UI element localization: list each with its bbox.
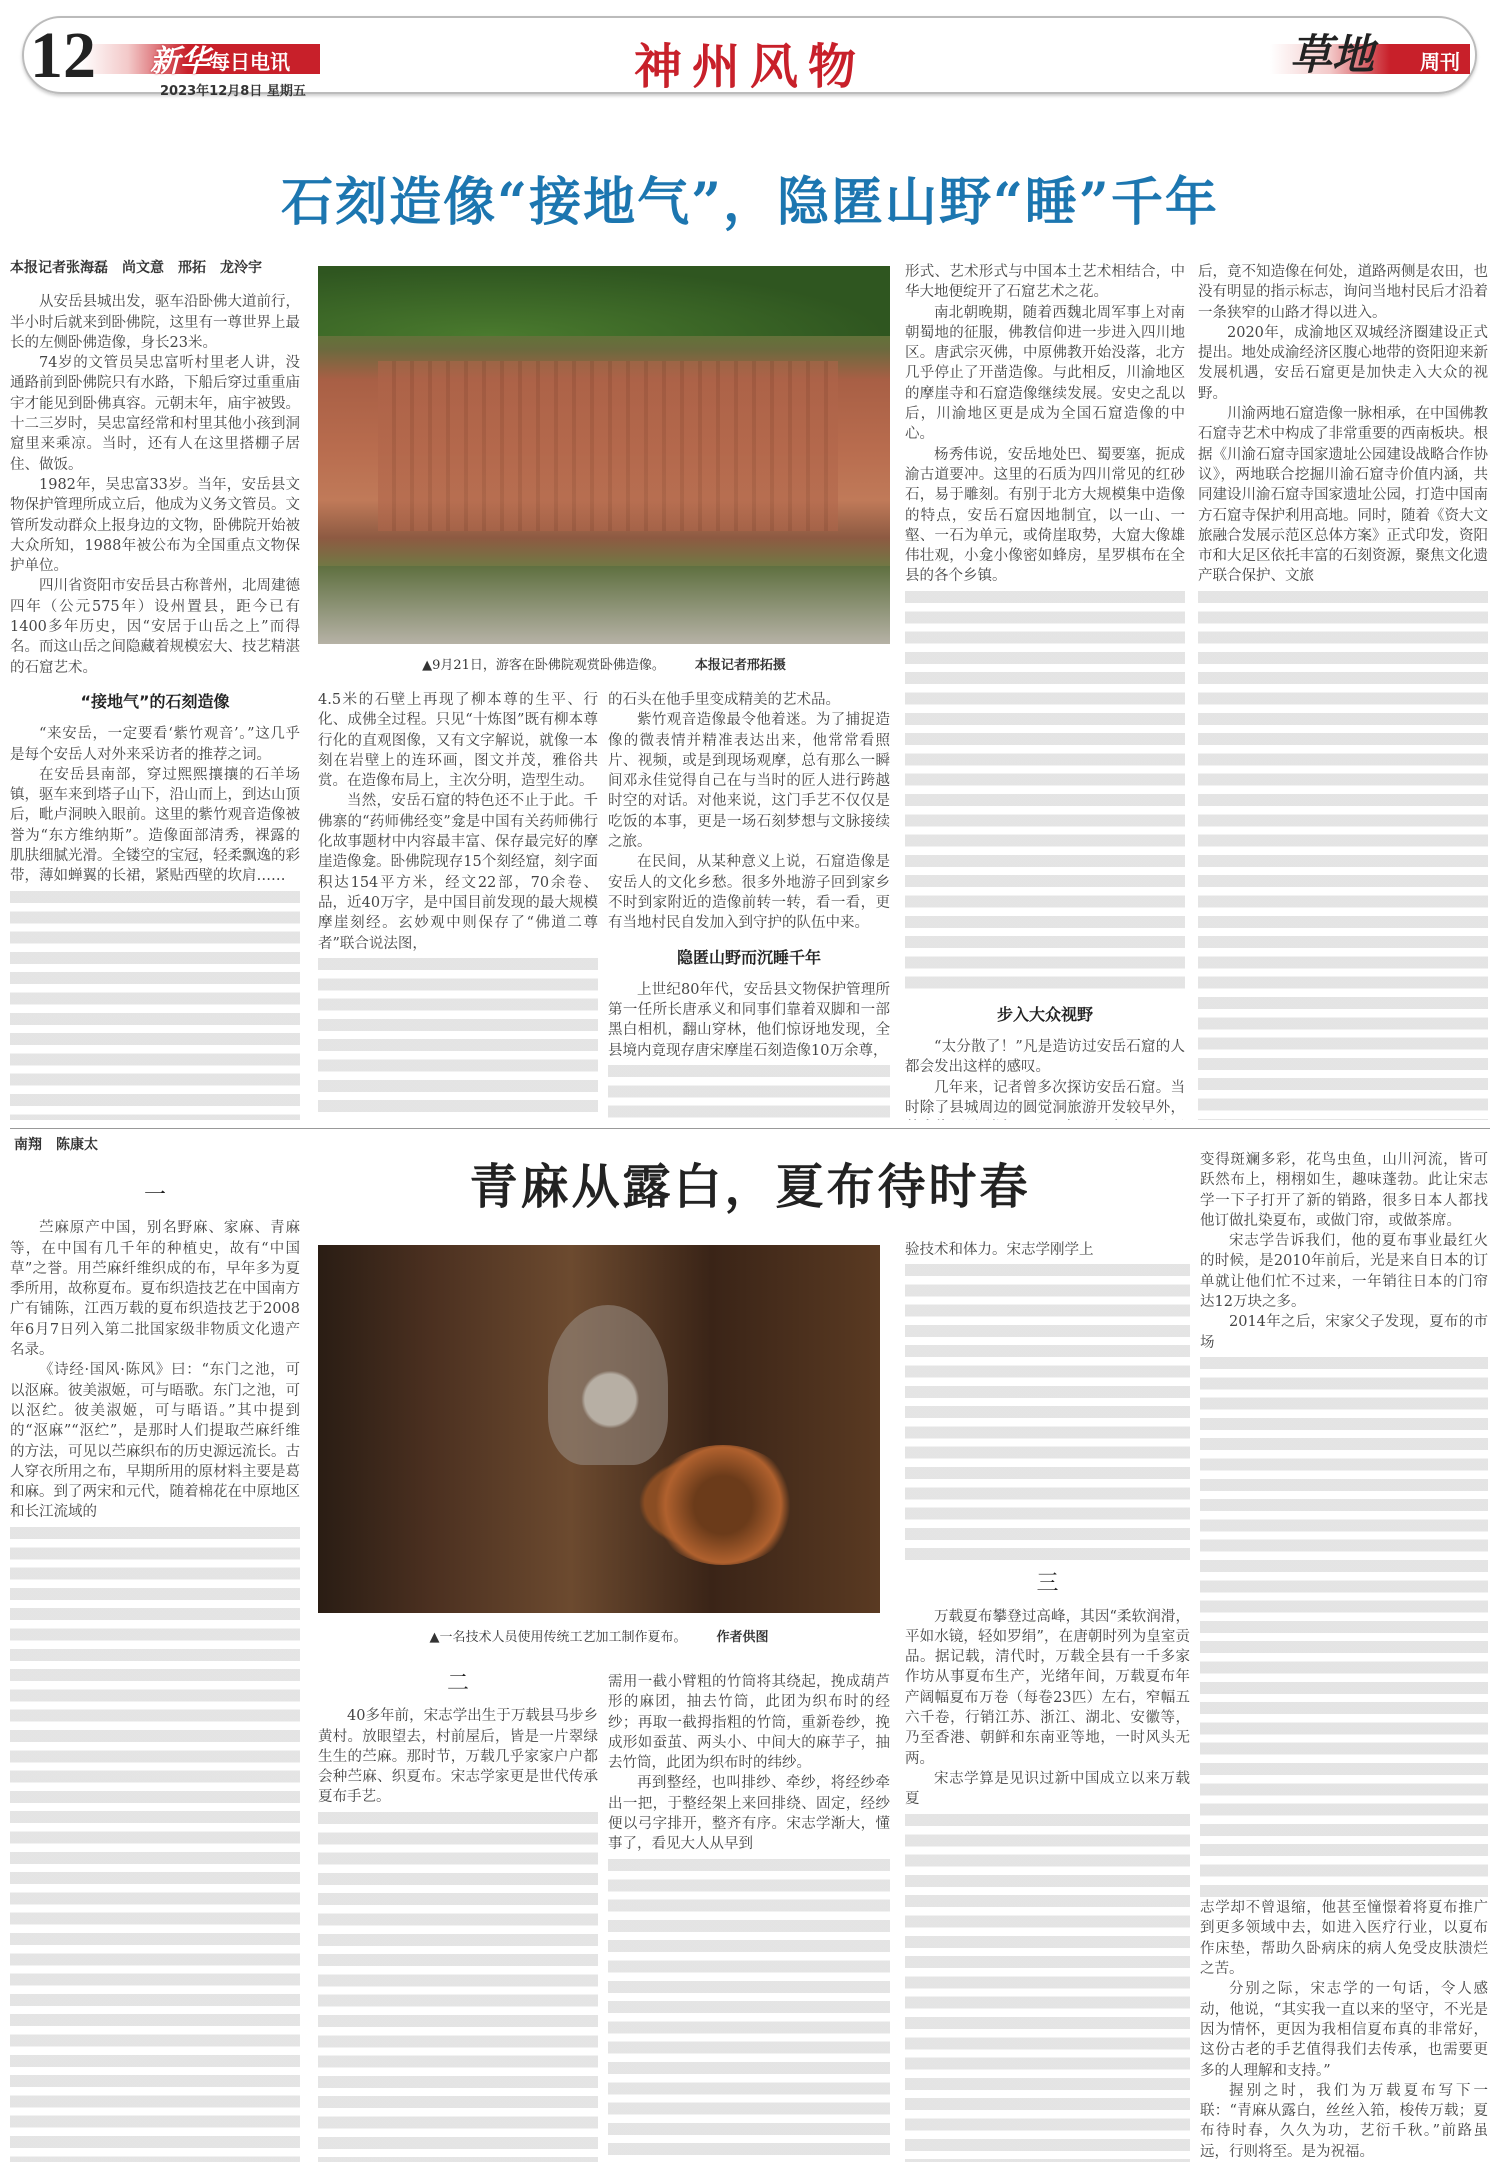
paragraph: 74岁的文管员吴忠富听村里老人讲，没通路前到卧佛院只有水路，下船后穿过重重庙宇才能见到卧佛真容。元朝末年，庙宇被毁。十二三岁时，吴忠富经常和村里其他小孩到洞窟里来乘凉。当时，还有人在这里搭棚子居住、做饭。 xyxy=(10,355,300,473)
paragraph: 《诗经·国风·陈风》曰：“东门之池，可以沤麻。彼美淑姬，可与晤歌。东门之池，可以沤纻。彼美淑姬，可与晤语。”其中提到的“沤麻”“沤纻”，是那时人们提取苎麻纤维的方法，可见以苎麻织布的历史源远流长。古人穿衣所用之布，早期所用的原材料主要是葛和麻。到了两宋和元代，随着棉花在中原地区和长江流域的 xyxy=(10,1362,300,1521)
paragraph: 1982年，吴忠富33岁。当年，安岳县文物保护管理所成立后，他成为义务文管员。文管所发动群众上报身边的文物，卧佛院开始被大众所知，1988年被公布为全国重点文物保护单位。 xyxy=(10,476,300,575)
paragraph: “太分散了！”凡是造访过安岳石窟的人都会发出这样的感叹。 xyxy=(905,1039,1185,1076)
paragraph: 紫竹观音造像最令他着迷。为了捕捉造像的微表情并精准表达出来，他常常看照片、视频，或是到现场观摩，总有那么一瞬间邓永佳觉得自己在与当时的匠人进行跨越时空的对话。对他来说，这门手艺不仅仅是吃饭的本事，更是一场石刻梦想与文脉接续之旅。 xyxy=(608,712,890,851)
article1-column-1 xyxy=(10,258,300,1120)
paragraph: 后，竟不知造像在何处，道路两侧是农田，也没有明显的指示标志，询问当地村民后才沿着一条狭窄的山路才得以进入。 xyxy=(1198,264,1488,321)
body-text-continuation xyxy=(10,887,300,1120)
article1-photo-caption xyxy=(318,654,890,673)
body-text-continuation xyxy=(1198,587,1488,1120)
paragraph: 四川省资阳市安岳县古称普州，北周建德四年（公元575年）设州置县，距今已有1400多年历史，因“安居于山岳之上”而得名。而这山岳之间隐藏着规模宏大、技艺精湛的石窟艺术。 xyxy=(10,578,300,676)
section-number: 二 xyxy=(446,1671,469,1696)
issue-date: 2023年12月8日 星期五 xyxy=(160,84,306,99)
weekly-label: 周刊 xyxy=(1420,50,1460,74)
section-number: 一 xyxy=(143,1183,166,1208)
article2-column-3 xyxy=(608,1672,890,2162)
article1-byline: 本报记者张海磊 尚文意 邢拓 龙泠宇 xyxy=(10,260,262,276)
article-divider xyxy=(10,1128,1490,1129)
body-text-continuation xyxy=(10,1523,300,2162)
body-text-continuation xyxy=(905,1260,1190,1560)
weaver-photo xyxy=(318,1245,880,1613)
body-text-continuation xyxy=(1200,1353,1488,1898)
paragraph: 需用一截小臂粗的竹筒将其绕起，挽成葫芦形的麻团，抽去竹筒，此团为织布时的经纱；再取一截拇指粗的竹筒，重新卷纱，挽成形如蚕茧、两头小、中间大的麻芋子，抽去竹筒，此团为织布时的纬纱。 xyxy=(608,1674,890,1772)
paragraph: 验技术和体力。宋志学刚学上 xyxy=(905,1242,1094,1258)
article2-column-5 xyxy=(1200,1150,1488,2162)
article2-byline: 南翔 陈康太 xyxy=(14,1137,98,1153)
article2-column-2 xyxy=(318,1660,598,2162)
article2-column-1 xyxy=(10,1172,300,2162)
photo-credit: 作者供图 xyxy=(716,1630,769,1645)
paragraph: 分别之际，宋志学的一句话，令人感动，他说，“其实我一直以来的坚守，不光是因为情怀，更因为我相信夏布真的非常好，这份古老的手艺值得我们去传承，也需要更多的人理解和支持。” xyxy=(1200,1981,1488,2079)
paragraph: “来安岳，一定要看‘紫竹观音’。”这几乎是每个安岳人对外来采访者的推荐之词。 xyxy=(10,726,300,763)
paragraph: 苎麻原产中国，别名野麻、家麻、青麻等，在中国有几千年的种植史，故有“中国草”之誉。用苎麻纤维织成的布，早年多为夏季所用，故称夏布。夏布织造技艺在中国南方广有铺陈，江西万载的夏布织造技艺于2008年6月7日列入第二批国家级非物质文化遗产名录。 xyxy=(10,1220,300,1359)
paragraph: 宋志学算是见识过新中国成立以来万载夏 xyxy=(905,1770,1190,1808)
article1-column-4 xyxy=(905,262,1185,1120)
caption-text: ▲一名技术人员使用传统工艺加工制作夏布。 xyxy=(429,1630,687,1645)
section-title: 神州风物 xyxy=(633,39,866,95)
paragraph: 2020年，成渝地区双城经济圈建设正式提出。地处成渝经济区腹心地带的资阳迎来新发展机遇，安岳石窟更是加快走入大众的视野。 xyxy=(1198,324,1488,402)
paragraph: 40多年前，宋志学出生于万载县马步乡黄村。放眼望去，村前屋后，皆是一片翠绿生生的苎麻。那时节，万载几乎家家户户都会种苎麻、织夏布。宋志学家更是世代传承夏布手艺。 xyxy=(318,1708,598,1806)
paragraph: 几年来，记者曾多次探访安岳石窟。当时除了县城周边的圆觉洞旅游开发较早外， xyxy=(905,1079,1185,1116)
paragraph: 从安岳县城出发，驱车沿卧佛大道前行，半小时后就来到卧佛院，这里有一尊世界上最长的左侧卧佛造像，身长23米。 xyxy=(10,294,300,351)
weekly-logo: 草地 xyxy=(1290,30,1375,79)
section-number: 三 xyxy=(1036,1571,1059,1597)
paragraph: 形式、艺术形式与中国本土艺术相结合，中华大地便绽开了石窟艺术之花。 xyxy=(905,264,1185,301)
body-text-continuation xyxy=(905,1810,1190,2162)
article2-column-4 xyxy=(905,1240,1190,2162)
body-text-continuation xyxy=(608,1855,890,2162)
article2-headline: 青麻从露白，夏布待时春 xyxy=(469,1159,1031,1215)
article1-column-5 xyxy=(1198,262,1488,1120)
paragraph: 2014年之后，宋家父子发现，夏布的市场 xyxy=(1200,1314,1488,1351)
paragraph: 再到整经，也叫排纱、牵纱，将经纱牵出一把，于整经架上来回排绕、固定，经纱便以弓字排开，整齐有序。宋志学渐大，懂事了，看见大人从早到 xyxy=(608,1775,890,1853)
paragraph: 在民间，从某种意义上说，石窟造像是安岳人的文化乡愁。很多外地游子回到家乡不时到家附近的造像前转一转，看一看，更有当地村民自发加入到守护的队伍中来。 xyxy=(608,854,890,932)
paragraph: 南北朝晚期，随着西魏北周军事上对南朝蜀地的征服，佛教信仰进一步进入四川地区。唐武宗灭佛，中原佛教开始没落，北方几乎停止了开凿造像。与此相反，川渝地区的摩崖寺和石窟造像继续发展。安史之乱以后，川渝地区更是成为全国石窟造像的中心。 xyxy=(905,304,1185,443)
paragraph: 万载夏布攀登过高峰，其因“柔软润滑，平如水镜，轻如罗绢”，在唐朝时列为皇室贡品。据记载，清代时，万载全县有一千多家作坊从事夏布生产，光绪年间，万载夏布年产阔幅夏布万卷（每卷23匹）左右，窄幅五六千卷，行销江苏、浙江、湖北、安徽等，乃至香港、朝鲜和东南亚等地，一时风头无两。 xyxy=(905,1608,1190,1767)
body-text-continuation xyxy=(905,587,1185,991)
paragraph: 当然，安岳石窟的特色还不止于此。千佛寨的“药师佛经变”龛是中国有关药师佛行化故事题材中内容最丰富、保存最完好的摩崖造像龛。卧佛院现存15个刻经窟，刻字面积达154平方米，经文22部，70余卷、品，近40万字，是中国目前发现的最大规模摩崖刻经。玄妙观中则保存了“佛道二尊者”联合说法图， xyxy=(318,793,598,952)
paragraph: 杨秀伟说，安岳地处巴、蜀要塞，扼成渝古道要冲。这里的石质为四川常见的红砂石，易于雕刻。有别于北方大规模集中造像的特点，安岳石窟因地制宜，以一山、一壑、一石为单元，或倚崖取势，大窟大像雄伟壮观，小龛小像密如蜂房，星罗棋布在全县的各个乡镇。 xyxy=(905,446,1185,585)
body-text-continuation xyxy=(318,1808,598,2162)
page-number: 12 xyxy=(30,19,96,92)
paragraph: 川渝两地石窟造像一脉相承，在中国佛教石窟寺艺术中构成了非常重要的西南板块。根据《川渝石窟寺国家遗址公园建设战略合作协议》，两地联合挖掘川渝石窟寺价值内涵，共同建设川渝石窟寺国家遗址公园，打造中国南方石窟寺保护利用高地。同时，随着《资大文旅融合发展示范区总体方案》正式印发，资阳市和大足区依托丰富的石刻资源，聚焦文化遗产联合保护、文旅 xyxy=(1198,406,1488,585)
body-text-continuation xyxy=(608,1061,890,1120)
article1-headline: 石刻造像“接地气”，隐匿山野“睡”千年 xyxy=(281,172,1219,233)
subheading: 隐匿山野而沉睡千年 xyxy=(676,947,821,967)
article2-photo-caption xyxy=(318,1626,880,1645)
body-text-continuation xyxy=(318,954,598,1120)
subheading: “接地气”的石刻造像 xyxy=(80,691,230,711)
paragraph: 在安岳县南部，穿过熙熙攘攘的石羊场镇，驱车来到塔子山下，沿山而上，到达山顶后，毗卢洞映入眼前。这里的紫竹观音造像被誉为“东方维纳斯”。造像面部清秀，裸露的肌肤细腻光滑。全镂空的宝冠，轻柔飘逸的彩带，薄如蝉翼的长裙，紧贴西壁的坎肩…… xyxy=(10,766,300,885)
paragraph: 上世纪80年代，安岳县文物保护管理所第一任所长唐承义和同事们靠着双脚和一部黑白相机，翻山穿林，他们惊讶地发现，全县境内竟现存唐宋摩崖石刻造像10万余尊， xyxy=(608,981,890,1059)
paragraph: 宋志学告诉我们，他的夏布事业最红火的时候，是2010年前后，光是来自日本的订单就让他们忙不过来，一年销往日本的门帘达12万块之多。 xyxy=(1200,1233,1488,1311)
article1-column-3 xyxy=(608,690,890,1120)
paper-logo: 新华 xyxy=(150,44,210,79)
paragraph: 握别之时，我们为万载夏布写下一联：“青麻从露白，丝丝入筘，梭传万载；夏布待时春，久久为功，艺衍千秋。”前路虽远，行则将至。是为祝福。 xyxy=(1200,2082,1488,2160)
paragraph: 志学却不曾退缩，他甚至憧憬着将夏布推广到更多领域中去，如进入医疗行业，以夏布作床垫，帮助久卧病床的病人免受皮肤溃烂之苦。 xyxy=(1200,1900,1488,1978)
article1-column-2 xyxy=(318,690,598,1120)
paragraph: 变得斑斓多彩，花鸟虫鱼，山川河流，皆可跃然布上，栩栩如生，趣味蓬勃。此让宋志学一下子打开了新的销路，很多日本人都找他订做扎染夏布，或做门帘，或做茶席。 xyxy=(1200,1152,1488,1229)
paragraph: 的石头在他手里变成精美的艺术品。 xyxy=(608,692,840,708)
subheading: 步入大众视野 xyxy=(996,1004,1093,1024)
paragraph: 4.5米的石壁上再现了柳本尊的生平、行化、成佛全过程。只见“十炼图”既有柳本尊行化的直观图像，又有文字解说，就像一本刻在岩壁上的连环画，图文并茂，雅俗共赏。在造像布局上，主次分明，造型生动。 xyxy=(318,692,598,790)
cliff-buddha-photo xyxy=(318,266,890,644)
photo-credit: 本报记者邢拓摄 xyxy=(694,658,786,673)
caption-text: ▲9月21日，游客在卧佛院观赏卧佛造像。 xyxy=(422,658,665,673)
paper-subtitle: 每日电讯 xyxy=(210,50,290,74)
